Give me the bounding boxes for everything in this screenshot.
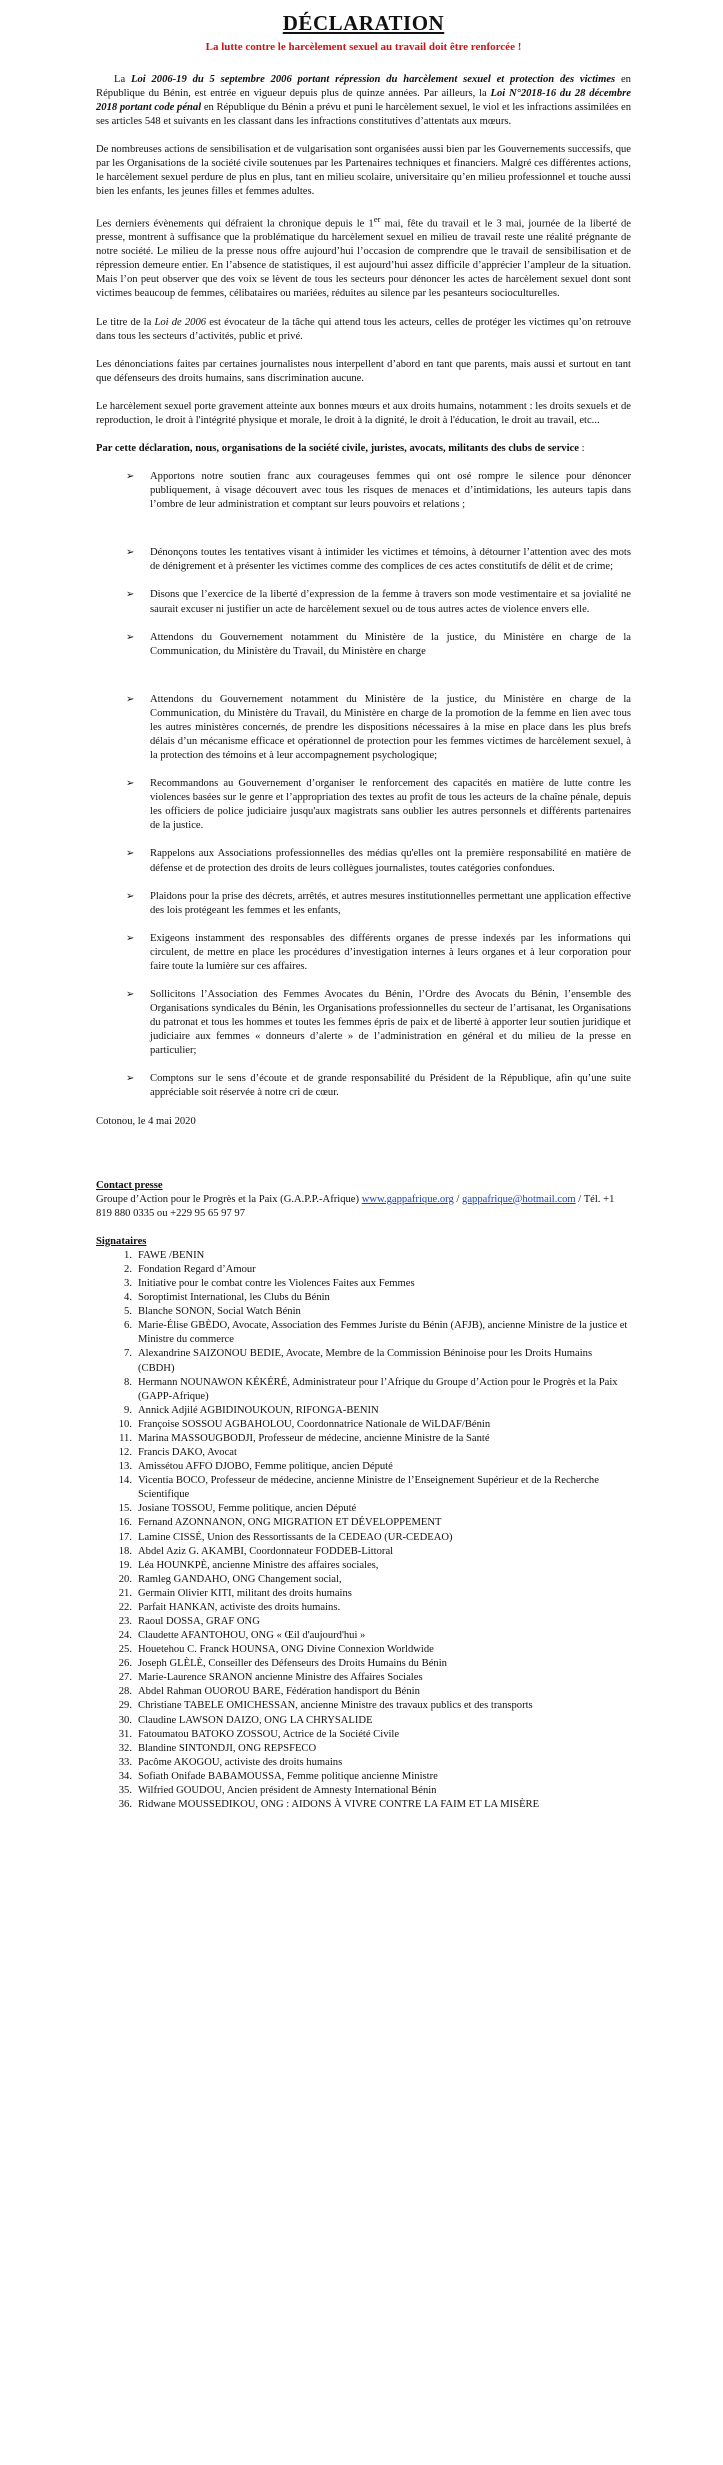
paragraph-denunciations: Les dénonciations faites par certaines journalistes nous interpellent d’abord en tant que parents, mais aussi et surtout en tant que défenseurs des droits humains, sans discrimination aucune. <box>96 358 631 384</box>
signatory-item <box>118 1460 631 1474</box>
signatory-item <box>118 1531 631 1545</box>
signatory-name: Francis DAKO, Avocat <box>138 1447 237 1459</box>
paragraph-human-rights: Le harcèlement sexuel porte gravement atteinte aux bonnes mœurs et aux droits humains, notamment : les droits sexuels et de reproduction, le droit à l'intégrité physique et morale, le droit à la dignité, le droit à l'éducation, le droit au travail, etc... <box>96 400 631 426</box>
signatory-name: Vicentia BOCO, Professeur de médecine, ancienne Ministre de l’Enseignement Supérieur et de la Recherche Scientifique <box>138 1475 599 1501</box>
list-item: ➢ Disons que l’exercice de la liberté d’expression de la femme à travers son mode vestimentaire et sa jovialité ne saurait excuser ni justifier un acte de harcèlement sexuel ou de tous autres actes de violence envers elle. <box>126 588 631 616</box>
signatory-name: Wilfried GOUDOU, Ancien président de Amnesty International Bénin <box>138 1784 437 1796</box>
signatory-item <box>118 1756 631 1770</box>
signatory-name: Fondation Regard d’Amour <box>138 1264 256 1276</box>
signatory-item <box>124 1376 631 1404</box>
signatory-name: Hermann NOUNAWON KÉKÉRÉ, Administrateur pour l’Afrique du Groupe d’Action pour le Progrès et la Paix (GAPP-Afrique) <box>138 1376 618 1402</box>
declaration-items <box>96 470 631 1101</box>
law-reference: Loi de 2006 <box>154 316 207 328</box>
signatory-item <box>118 1784 631 1798</box>
signatory-name: Alexandrine SAIZONOU BEDIE, Avocate, Membre de la Commission Béninoise pour les Droits Humains (CBDH) <box>138 1348 593 1374</box>
paragraph-awareness: De nombreuses actions de sensibilisation et de vulgarisation sont organisées aussi bien par les Gouvernements successifs, que par les Organisations de la société civile soutenues par les Partenaires techniques et financiers. Malgré ces différentes actions, le harcèlement sexuel perdure de plus en plus, tant en milieu scolaire, universitaire qu’en milieu professionnel et touche aussi bien les enfants, les jeunes filles et femmes adultes. <box>96 144 631 198</box>
signatory-number: 21. <box>118 1587 132 1599</box>
signatory-number: 2. <box>124 1264 132 1276</box>
signatory-name: Ramleg GANDAHO, ONG Changement social, <box>138 1573 342 1585</box>
signatory-number: 24. <box>118 1630 132 1642</box>
signatory-item <box>118 1728 631 1742</box>
signatory-name: Ridwane MOUSSEDIKOU, ONG : AIDONS À VIVRE CONTRE LA FAIM ET LA MISÈRE <box>138 1798 540 1810</box>
contact-heading: Contact presse <box>96 1179 163 1191</box>
signatory-item <box>119 1432 631 1446</box>
signatory-number: 26. <box>118 1658 132 1670</box>
signatory-item <box>118 1446 631 1460</box>
signatory-number: 1. <box>124 1249 132 1261</box>
signatory-name: Amissétou AFFO DJOBO, Femme politique, ancien Député <box>138 1461 393 1473</box>
signatory-item <box>124 1249 631 1263</box>
text-run: en République du Bénin, est entrée en vigueur depuis plus de quinze années. Par ailleurs, la <box>96 73 631 99</box>
contact-phone: / Tél. +1 819 880 0335 ou +229 95 65 97 97 <box>96 1193 615 1219</box>
signatory-item <box>118 1685 631 1699</box>
website-link[interactable]: www.gappafrique.org <box>361 1193 454 1205</box>
document-title: DÉCLARATION <box>282 11 445 35</box>
signatory-number: 19. <box>118 1559 132 1571</box>
signatory-name: Lamine CISSÉ, Union des Ressortissants de la CEDEAO (UR-CEDEAO) <box>138 1531 453 1543</box>
signatory-number: 8. <box>124 1376 132 1388</box>
signatory-number: 32. <box>118 1742 132 1754</box>
signatory-number: 34. <box>118 1770 132 1782</box>
signatory-name: Raoul DOSSA, GRAF ONG <box>138 1615 260 1627</box>
list-item: ➢ Sollicitons l’Association des Femmes Avocates du Bénin, l’Ordre des Avocats du Bénin, l’ensemble des Organisations syndicales du Bénin, les Organisations professionnelles du secteur de l’artisanat, les Organisations du patronat et tous les hommes et toutes les femmes épris de paix et de liberté à apporter leur soutien juridique et judiciaire aux femmes « donneurs d’alerte » de l’administration en général et du milieu de la presse en particulier; <box>126 988 631 1058</box>
paragraph-laws <box>96 73 631 129</box>
paragraph-recent-events <box>96 214 631 302</box>
signatory-number: 15. <box>118 1503 132 1515</box>
signatory-item <box>118 1559 631 1573</box>
signatories-list <box>96 1249 631 1812</box>
signatory-name: Claudette AFANTOHOU, ONG « Œil d'aujourd'hui » <box>138 1630 366 1642</box>
signatory-name: Sofiath Onifade BABAMOUSSA, Femme politique ancienne Ministre <box>138 1770 438 1782</box>
signatory-item <box>118 1657 631 1671</box>
signatory-item <box>124 1319 631 1347</box>
signatory-item <box>118 1714 631 1728</box>
signatory-number: 30. <box>118 1714 132 1726</box>
text-run: mai, fête du travail et le 3 mai, journée de la liberté de presse, montrent à suffisance que la problématique du harcèlement sexuel en milieu de travail reste une réalité prégnante de notre société. Le milieu de la presse nous offre aujourd’hui l’occasion de comprendre que le travail de sensibilisation et de répression demeure entier. En l’absence de statistiques, il est aujourd’hui assez difficile d’apprécier l’ampleur de la situation. Mais l’on peut observer que des voix se lèvent de tous les secteurs pour dénoncer les actes de harcèlement sexuel dont sont victimes beaucoup de femmes, célibataires ou mariées, réduites au silence par les pesanteurs socioculturelles. <box>96 218 631 300</box>
law-2018-title: Loi N°2018-16 du 28 décembre 2018 portant code pénal <box>96 87 631 114</box>
signatory-name: Abdel Aziz G. AKAMBI, Coordonnateur FODDEB-Littoral <box>138 1545 394 1557</box>
signatory-number: 13. <box>118 1461 132 1473</box>
text-run: Les derniers évènements qui défraient la chronique depuis le 1 <box>96 218 374 230</box>
signatory-name: Fernand AZONNANON, ONG MIGRATION ET DÉVELOPPEMENT <box>138 1517 442 1529</box>
signatory-name: Houetehou C. Franck HOUNSA, ONG Divine Connexion Worldwide <box>138 1644 434 1656</box>
separator: / <box>453 1193 463 1205</box>
signatory-number: 22. <box>118 1601 132 1613</box>
signatory-item <box>118 1629 631 1643</box>
text-run: en République du Bénin a prévu et puni le harcèlement sexuel, le viol et les infractions assimilées en ses articles 548 et suivants en les classant dans les infractions constitutives d’attentats aux mœurs. <box>96 102 631 128</box>
signatory-item <box>118 1573 631 1587</box>
signatory-item <box>124 1277 631 1291</box>
email-link[interactable]: gappafrique@hotmail.com <box>462 1193 576 1205</box>
signatory-item <box>118 1671 631 1685</box>
list-item: ➢ Rappelons aux Associations professionnelles des médias qu'elles ont la première responsabilité en matière de défense et de protection des droits de leurs collègues journalistes, toutes catégories confondues. <box>126 847 631 875</box>
signatory-number: 10. <box>118 1418 132 1430</box>
signatory-number: 9. <box>124 1404 132 1416</box>
signatory-item <box>118 1699 631 1713</box>
signatory-number: 23. <box>118 1615 132 1627</box>
signatory-number: 14. <box>118 1475 132 1487</box>
signatory-item <box>118 1798 631 1812</box>
contact-line <box>96 1193 631 1221</box>
signatory-name: Blanche SONON, Social Watch Bénin <box>138 1306 301 1318</box>
paragraph-law-title <box>96 316 631 344</box>
signatory-name: Abdel Rahman OUOROU BARE, Fédération handisport du Bénin <box>138 1686 420 1698</box>
signatory-item <box>124 1263 631 1277</box>
signatory-number: 11. <box>119 1432 132 1444</box>
list-item: ➢ Comptons sur le sens d’écoute et de grande responsabilité du Président de la République, afin qu’une suite appréciable soit réservée à notre cri de cœur. <box>126 1072 631 1100</box>
text-run: est évocateur de la tâche qui attend tous les acteurs, celles de protéger les victimes qu’on retrouve dans tous les secteurs d’activités, public et privé. <box>96 316 631 342</box>
document-subtitle: La lutte contre le harcèlement sexuel au travail doit être renforcée ! <box>205 41 522 54</box>
date-line: Cotonou, le 4 mai 2020 <box>96 1115 196 1127</box>
signatory-item <box>118 1545 631 1559</box>
signatory-item <box>118 1516 631 1530</box>
signatory-number: 36. <box>118 1798 132 1810</box>
signatory-number: 27. <box>118 1672 132 1684</box>
signatory-name: FAWE /BENIN <box>138 1249 205 1261</box>
list-item: ➢ Attendons du Gouvernement notamment du Ministère de la justice, du Ministère en charge de la Communication, du Ministère du Travail, du Ministère en charge <box>126 631 631 659</box>
signatory-name: Claudine LAWSON DAIZO, ONG LA CHRYSALIDE <box>138 1714 373 1726</box>
signatory-item <box>118 1770 631 1784</box>
signatory-item <box>124 1291 631 1305</box>
signatory-number: 18. <box>118 1545 132 1557</box>
signatory-number: 12. <box>118 1447 132 1459</box>
signatory-number: 25. <box>118 1644 132 1656</box>
signatory-name: Marina MASSOUGBODJI, Professeur de médecine, ancienne Ministre de la Santé <box>138 1432 490 1444</box>
signatory-number: 31. <box>118 1728 132 1740</box>
signatory-number: 35. <box>118 1784 132 1796</box>
contact-org: Groupe d’Action pour le Progrès et la Paix (G.A.P.P.-Afrique) <box>96 1193 362 1205</box>
signatory-name: Marie-Laurence SRANON ancienne Ministre des Affaires Sociales <box>138 1672 423 1684</box>
signatory-item <box>124 1347 631 1375</box>
signatory-item <box>118 1502 631 1516</box>
signatory-name: Josiane TOSSOU, Femme politique, ancien Député <box>138 1503 357 1515</box>
signatory-name: Pacôme AKOGOU, activiste des droits humains <box>138 1756 343 1768</box>
list-item: ➢ Attendons du Gouvernement notamment du Ministère de la justice, du Ministère en charge de la Communication, du Ministère du Travail, du Ministère en charge de la promotion de la femme en lien avec tous les autres ministères concernés, de prendre les dispositions nécessaires à la mise en place dans les plus brefs délais d’un mécanisme efficace et opérationnel de protection pour les femmes victimes de harcèlement sexuel, à la protection des témoins et à leur accompagnement psychologique; <box>126 693 631 763</box>
signatory-item <box>118 1474 631 1502</box>
signatory-item <box>118 1742 631 1756</box>
text-run: La <box>114 73 131 85</box>
signatory-item <box>118 1601 631 1615</box>
signatory-item <box>124 1305 631 1319</box>
signatory-number: 17. <box>118 1531 132 1543</box>
paragraph-declaration-intro <box>96 442 631 456</box>
document-page <box>96 10 631 1812</box>
signatory-item <box>118 1615 631 1629</box>
list-item: ➢ Apportons notre soutien franc aux courageuses femmes qui ont osé rompre le silence pour dénoncer publiquement, à visage découvert avec tous les risques de menaces et d’intimidations, les auteurs tapis dans l’ombre de leur administration et comptant sur leurs pouvoirs et relations ; <box>126 470 631 512</box>
signatory-name: Blandine SINTONDJI, ONG REPSFECO <box>138 1742 317 1754</box>
signatory-number: 4. <box>124 1292 132 1304</box>
law-2006-title: Loi 2006-19 du 5 septembre 2006 portant répression du harcèlement sexuel et protection des victimes <box>130 73 616 85</box>
signatory-name: Christiane TABELE OMICHESSAN, ancienne Ministre des travaux publics et des transports <box>138 1700 533 1712</box>
signatory-name: Germain Olivier KITI, militant des droits humains <box>138 1587 352 1599</box>
signatory-number: 33. <box>118 1756 132 1768</box>
signatory-name: Fatoumatou BATOKO ZOSSOU, Actrice de la Société Civile <box>138 1728 400 1740</box>
signatory-number: 6. <box>124 1320 132 1332</box>
signatory-number: 16. <box>118 1517 132 1529</box>
signatory-name: Soroptimist International, les Clubs du Bénin <box>138 1292 330 1304</box>
signatory-name: Joseph GLÈLÈ, Conseiller des Défenseurs des Droits Humains du Bénin <box>138 1658 447 1670</box>
signatory-item <box>118 1418 631 1432</box>
signatory-name: Annick Adjilé AGBIDINOUKOUN, RIFONGA-BENIN <box>138 1404 379 1416</box>
signatory-number: 7. <box>124 1348 132 1360</box>
text-run: : <box>578 442 585 454</box>
signatory-item <box>118 1587 631 1601</box>
signatory-name: Françoise SOSSOU AGBAHOLOU, Coordonnatrice Nationale de WiLDAF/Bénin <box>138 1418 491 1430</box>
signatory-number: 28. <box>118 1686 132 1698</box>
signatory-name: Parfait HANKAN, activiste des droits humains. <box>138 1601 341 1613</box>
signatory-number: 29. <box>118 1700 132 1712</box>
list-item: ➢ Exigeons instamment des responsables des différents organes de presse indexés par les informations qui circulent, de mettre en place les procédures d’investigation internes à leurs organes et à leur corporation pour faire toute la lumière sur ces affaires. <box>126 932 631 974</box>
signatory-name: Marie-Élise GBÈDO, Avocate, Association des Femmes Juriste du Bénin (AFJB), ancienne Ministre de la justice et Ministre du commerce <box>138 1320 628 1346</box>
signatory-name: Initiative pour le combat contre les Violences Faites aux Femmes <box>138 1278 415 1290</box>
signatory-item <box>124 1404 631 1418</box>
signatories-heading: Signataires <box>96 1235 147 1247</box>
list-item: ➢ Plaidons pour la prise des décrets, arrêtés, et autres mesures institutionnelles permettant une application effective des lois protégeant les femmes et les enfants, <box>126 890 631 918</box>
superscript: er <box>373 213 381 224</box>
signatory-number: 20. <box>118 1573 132 1585</box>
list-item: ➢ Recommandons au Gouvernement d’organiser le renforcement des capacités en matière de lutte contre les violences basées sur le genre et l’appropriation des textes au profit de tous les acteurs de la chaîne pénale, depuis les officiers de police judiciaire jusqu'aux magistrats sans oublier les autres personnels et différents partenaires de la justice. <box>126 777 631 833</box>
declaration-intro: Par cette déclaration, nous, organisations de la société civile, juristes, avocats, militants des clubs de service <box>96 442 579 454</box>
signatory-item <box>118 1643 631 1657</box>
list-item: ➢ Dénonçons toutes les tentatives visant à intimider les victimes et témoins, à détourner l’attention avec des mots de dénigrement et à présenter les victimes comme des complices de ces actes constitutifs de délit et de crime; <box>126 546 631 574</box>
signatory-number: 5. <box>124 1306 132 1318</box>
signatory-name: Léa HOUNKPÈ, ancienne Ministre des affaires sociales, <box>138 1559 379 1571</box>
text-run: Le titre de la <box>96 316 155 328</box>
signatory-number: 3. <box>124 1278 132 1290</box>
